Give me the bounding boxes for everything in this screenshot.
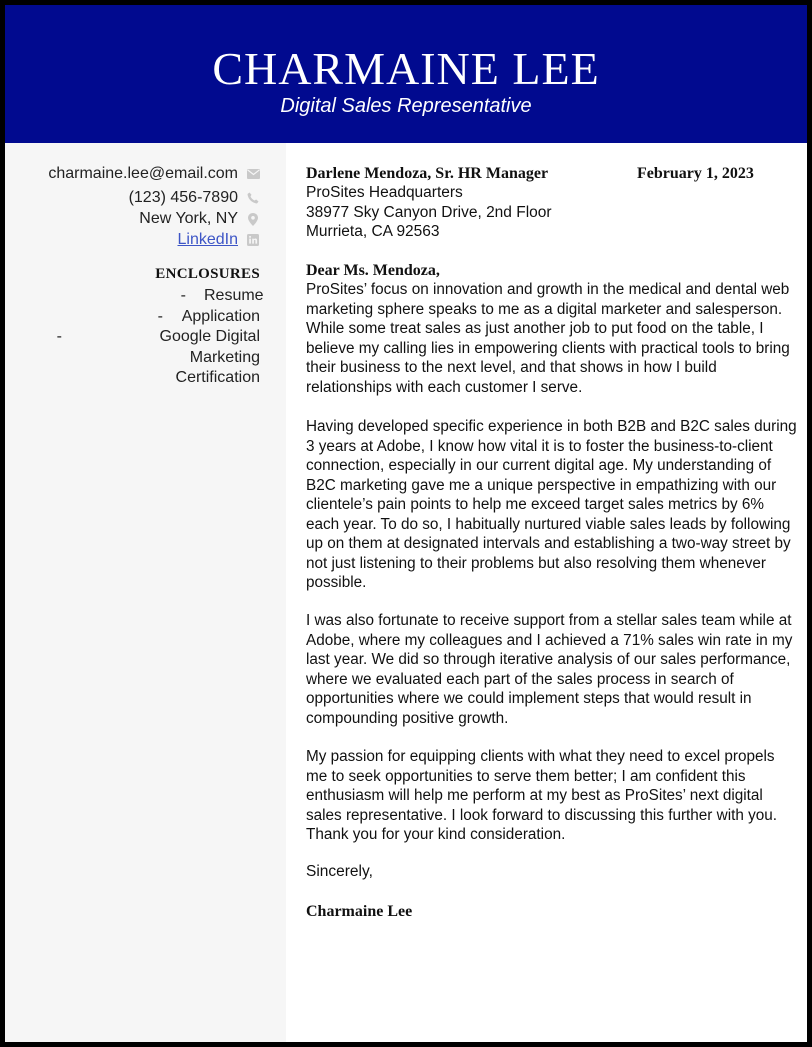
header-banner — [5, 5, 807, 143]
enclosures-heading: ENCLOSURES — [155, 266, 260, 282]
contact-location — [139, 209, 260, 229]
paragraph-2: Having developed specific experience in both B2B and B2C sales during 3 years at Adobe, I know how vital it is to foster the business-to-client connection, especially in our current digital age. My understanding of B2C marketing gave me a unique perspective in empathizing with our clientele’s pain points to help me exceed target sales metrics by 6% each year. To do so, I habitually nurtured viable sales leads by following up on them at designated intervals and establishing a two-way street by not just listening to their problems but also resolving them whenever possible. — [306, 418, 797, 591]
enclosure-item-resume: - Resume — [40, 286, 260, 307]
address-line: Murrieta, CA 92563 — [306, 223, 440, 240]
linkedin-icon — [246, 234, 260, 246]
resume-page — [5, 5, 807, 1042]
envelope-icon — [246, 169, 260, 179]
sidebar — [5, 143, 286, 1042]
phone-text: (123) 456-7890 — [128, 189, 238, 206]
linkedin-link[interactable]: LinkedIn — [177, 231, 238, 248]
contact-phone — [129, 188, 260, 208]
contact-linkedin[interactable] — [178, 230, 261, 250]
address-line: ProSites Headquarters — [306, 184, 463, 201]
location-text: New York, NY — [139, 210, 238, 227]
letter-date: February 1, 2023 — [637, 165, 754, 182]
address-line: 38977 Sky Canyon Drive, 2nd Floor — [306, 204, 552, 221]
signature-name: Charmaine Lee — [306, 903, 413, 920]
job-title: Digital Sales Representative — [280, 95, 532, 117]
map-pin-icon — [246, 213, 260, 226]
enclosure-label: Google Digital Marketing Certification — [159, 328, 260, 386]
contact-email — [48, 164, 260, 184]
applicant-name: CHARMAINE LEE — [212, 43, 600, 94]
enclosures-list — [40, 286, 264, 389]
paragraph-3: I was also fortunate to receive support from a stellar sales team while at Adobe, where my colleagues and I achieved a 71% sales win rate in my last year. We did so through iterative analysis of our sales performance, where we evaluated each part of the sales process in search of opportunities where we could implement steps that would result in compounding positive growth. — [306, 612, 793, 727]
phone-icon — [246, 192, 260, 204]
enclosure-item-application: - Application — [40, 307, 260, 328]
email-text: charmaine.lee@email.com — [48, 165, 238, 182]
recipient-name: Darlene Mendoza, Sr. HR Manager — [306, 165, 549, 182]
enclosure-item-certification: - Google Digital Marketing Certification — [40, 327, 260, 389]
paragraph-4: My passion for equipping clients with what they need to excel propels me to seek opportunities to serve them better; I am confident this enthusiasm will help me perform at my best as ProSites’ next digital sales representative. I look forward to discussing this further with you. Thank you for your kind consideration. — [306, 748, 778, 843]
signoff: Sincerely, — [306, 863, 373, 880]
enclosure-label: Resume — [204, 287, 264, 304]
enclosure-label: Application — [181, 307, 260, 325]
paragraph-1: ProSites’ focus on innovation and growth in the medical and dental web marketing sphere speaks to me as a digital marketer and salesperson. While some treat sales as just another job to put food on the table, I believe my calling lies in empowering clients with practical tools to bring their business to the next level, and that shows in how I build relationships with each customer I serve. — [306, 281, 790, 396]
greeting: Dear Ms. Mendoza, — [306, 262, 440, 279]
